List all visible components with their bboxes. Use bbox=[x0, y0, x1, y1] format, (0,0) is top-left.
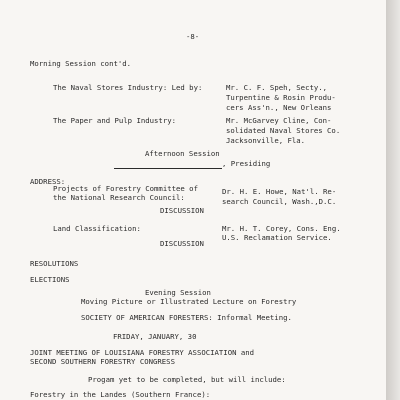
afternoon-session-heading: Afternoon Session bbox=[145, 149, 220, 158]
address-speaker: Dr. H. E. Howe, Nat'l. Re- bbox=[222, 187, 337, 196]
forestry-landes-topic: Forestry in the Landes (Southern France): bbox=[30, 390, 211, 399]
discussion-label: DISCUSSION bbox=[160, 206, 204, 215]
joint-meeting-heading: SECOND SOUTHERN FORESTRY CONGRESS bbox=[30, 357, 175, 366]
elections-heading: ELECTIONS bbox=[30, 275, 70, 284]
joint-meeting-heading: JOINT MEETING OF LOUISIANA FORESTRY ASSOCIATION and bbox=[30, 348, 255, 357]
presiding-label: , Presiding bbox=[222, 159, 271, 168]
address-topic: the National Research Council: bbox=[53, 193, 185, 202]
land-classification-topic: Land Classification: bbox=[53, 224, 141, 233]
agenda-item-speaker: solidated Naval Stores Co. bbox=[226, 126, 341, 135]
program-note: Progam yet to be completed, but will include: bbox=[88, 375, 286, 384]
presiding-blank-line bbox=[114, 168, 222, 169]
evening-session-heading: Evening Session bbox=[145, 288, 211, 297]
society-meeting-line: SOCIETY OF AMERICAN FORESTERS: Informal Meeting. bbox=[81, 313, 292, 322]
page-edge-shadow bbox=[386, 0, 400, 400]
agenda-item-speaker: Turpentine & Rosin Produ- bbox=[226, 93, 336, 102]
page-number: -8- bbox=[186, 32, 200, 41]
address-label: ADDRESS: bbox=[30, 177, 66, 186]
address-speaker: search Council, Wash.,D.C. bbox=[222, 197, 337, 206]
agenda-item-speaker: Mr. C. F. Speh, Secty., bbox=[226, 83, 328, 92]
resolutions-heading: RESOLUTIONS bbox=[30, 259, 79, 268]
land-classification-speaker: U.S. Reclamation Service. bbox=[222, 233, 332, 242]
agenda-item-speaker: Jacksonville, Fla. bbox=[226, 136, 306, 145]
agenda-item-speaker: cers Ass'n., New Orleans bbox=[226, 103, 332, 112]
evening-session-subheading: Moving Picture or Illustrated Lecture on Forestry bbox=[81, 297, 297, 306]
land-classification-speaker: Mr. H. T. Corey, Cons. Eng. bbox=[222, 224, 341, 233]
address-topic: Projects of Forestry Committee of bbox=[53, 184, 198, 193]
discussion-label: DISCUSSION bbox=[160, 239, 204, 248]
morning-session-heading: Morning Session cont'd. bbox=[30, 59, 132, 68]
agenda-item-speaker: Mr. McGarvey Cline, Con- bbox=[226, 116, 332, 125]
agenda-item-topic: The Naval Stores Industry: Led by: bbox=[53, 83, 203, 92]
agenda-item-topic: The Paper and Pulp Industry: bbox=[53, 116, 177, 125]
date-heading: FRIDAY, JANUARY, 30 bbox=[113, 332, 197, 341]
